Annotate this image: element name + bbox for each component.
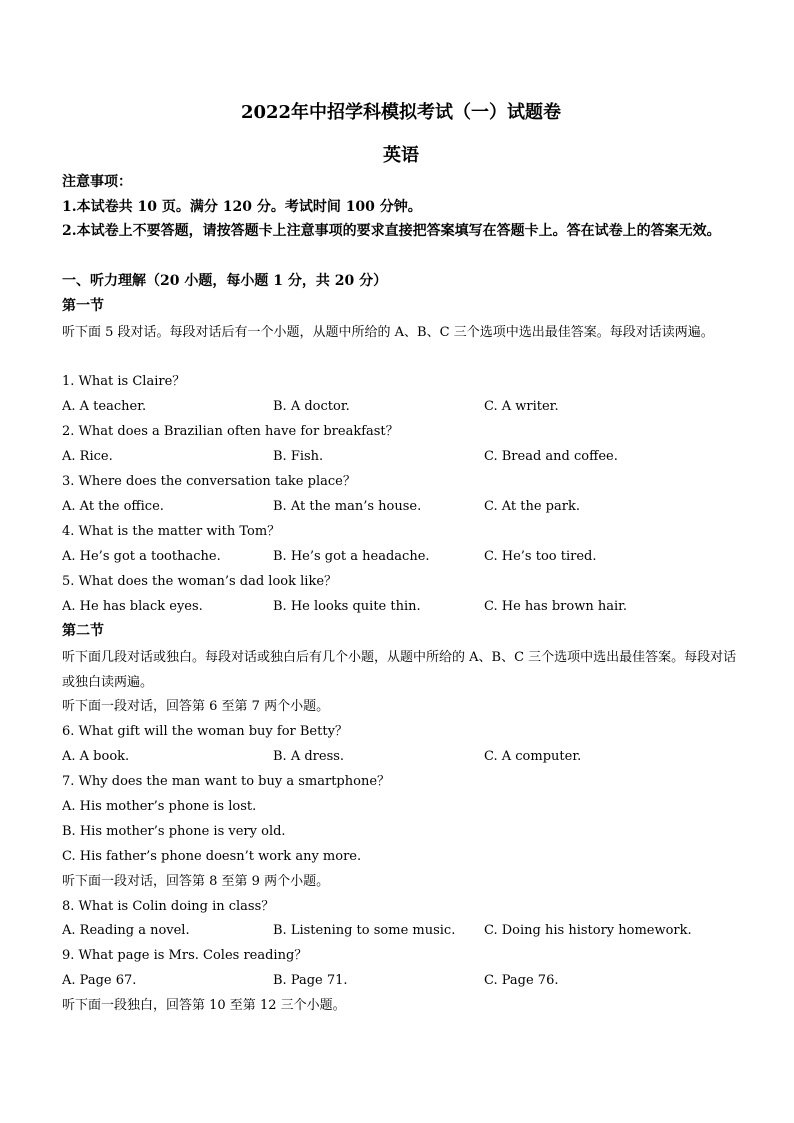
subject-title: 英语 xyxy=(383,145,419,166)
notice-item-2: 2.本试卷上不要答题，请按答题卡上注意事项的要求直接把答案填写在答题卡上。答在试卷上的答案无效。 xyxy=(62,223,721,239)
group1-intro: 听下面一段对话，回答第 6 至第 7 两个小题。 xyxy=(62,699,330,714)
q9-option-a: A. Page 67. xyxy=(62,973,137,988)
q3-option-a: A. At the office. xyxy=(62,499,164,514)
section1-instruction: 听下面 5 段对话。每段对话后有一个小题，从题中所给的 A、B、C 三个选项中选出最佳答案。每段对话读两遍。 xyxy=(62,325,714,340)
q7-option-a: A. His mother’s phone is lost. xyxy=(62,799,257,814)
question-4: 4. What is the matter with Tom？ xyxy=(62,524,281,539)
question-5: 5. What does the woman’s dad look like？ xyxy=(62,574,338,589)
section2-instruction: 听下面几段对话或独白。每段对话或独白后有几个小题，从题中所给的 A、B、C 三个选项中选出最佳答案。每段对话或独白读两遍。 xyxy=(62,650,737,690)
question-8: 8. What is Colin doing in class？ xyxy=(62,899,275,914)
q1-option-c: C. A writer. xyxy=(484,399,559,414)
question-2: 2. What does a Brazilian often have for breakfast？ xyxy=(62,424,399,439)
q6-option-b: B. A dress. xyxy=(273,749,345,764)
question-7: 7. Why does the man want to buy a smartphone？ xyxy=(62,774,391,789)
question-3: 3. Where does the conversation take place？ xyxy=(62,474,356,489)
q5-option-a: A. He has black eyes. xyxy=(62,599,203,614)
part1-heading: 一、听力理解（20 小题，每小题 1 分，共 20 分） xyxy=(62,273,388,289)
q4-option-b: B. He’s got a headache. xyxy=(273,549,430,564)
q5-option-c: C. He has brown hair. xyxy=(484,599,628,614)
q6-option-c: C. A computer. xyxy=(484,749,582,764)
q7-option-b: B. His mother’s phone is very old. xyxy=(62,824,286,839)
exam-title: 2022年中招学科模拟考试（一）试题卷 xyxy=(240,102,562,123)
q2-option-c: C. Bread and coffee. xyxy=(484,449,618,464)
q2-option-b: B. Fish. xyxy=(273,449,324,464)
q9-option-c: C. Page 76. xyxy=(484,973,559,988)
group2-intro: 听下面一段对话，回答第 8 至第 9 两个小题。 xyxy=(62,874,330,889)
q4-option-a: A. He’s got a toothache. xyxy=(62,549,221,564)
q8-option-a: A. Reading a novel. xyxy=(62,923,190,938)
q3-option-c: C. At the park. xyxy=(484,499,580,514)
q6-option-a: A. A book. xyxy=(62,749,130,764)
q1-option-a: A. A teacher. xyxy=(62,399,147,414)
section1-heading: 第一节 xyxy=(62,298,104,314)
notice-heading: 注意事项： xyxy=(62,174,132,190)
question-1: 1. What is Claire？ xyxy=(62,374,186,389)
q9-option-b: B. Page 71. xyxy=(273,973,348,988)
question-9: 9. What page is Mrs. Coles reading？ xyxy=(62,948,308,963)
notice-item-1: 1.本试卷共 10 页。满分 120 分。考试时间 100 分钟。 xyxy=(62,199,422,215)
q8-option-b: B. Listening to some music. xyxy=(273,923,456,938)
q7-option-c: C. His father’s phone doesn’t work any more. xyxy=(62,849,362,864)
q1-option-b: B. A doctor. xyxy=(273,399,350,414)
q8-option-c: C. Doing his history homework. xyxy=(484,923,692,938)
q2-option-a: A. Rice. xyxy=(62,449,113,464)
q4-option-c: C. He’s too tired. xyxy=(484,549,597,564)
group3-intro: 听下面一段独白，回答第 10 至第 12 三个小题。 xyxy=(62,998,346,1013)
section2-heading: 第二节 xyxy=(62,623,104,639)
q3-option-b: B. At the man’s house. xyxy=(273,499,422,514)
q5-option-b: B. He looks quite thin. xyxy=(273,599,421,614)
question-6: 6. What gift will the woman buy for Betty？ xyxy=(62,724,348,739)
